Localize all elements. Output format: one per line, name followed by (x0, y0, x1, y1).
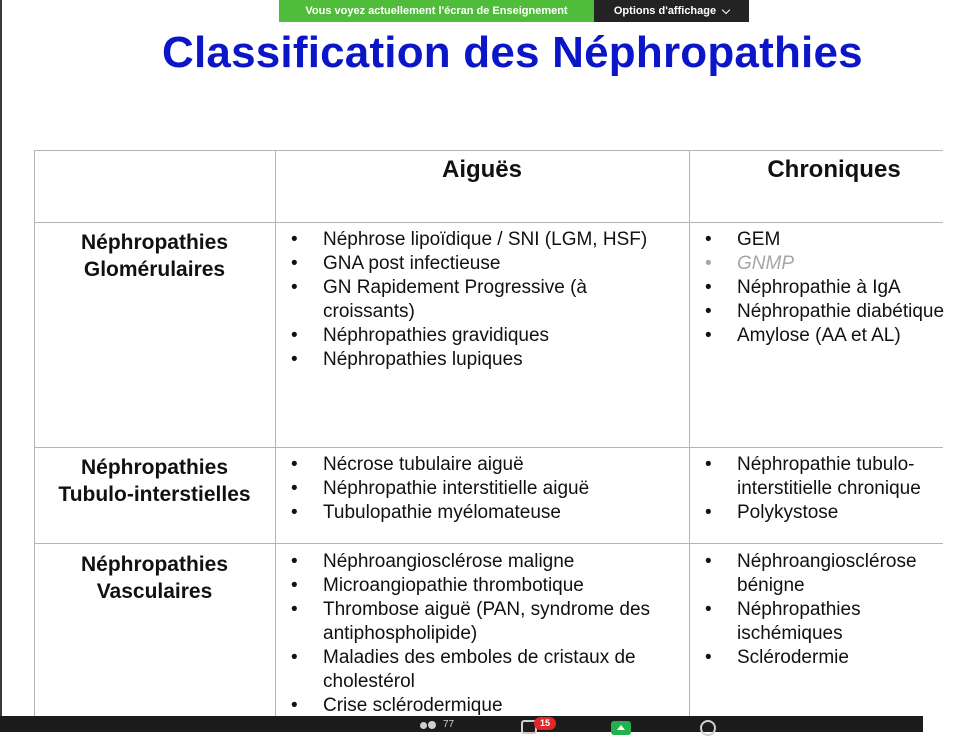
list-item: • Néphrose lipoïdique / SNI (LGM, HSF) (275, 228, 647, 252)
list-item: • Néphropathies (689, 598, 917, 622)
list-item: • Néphropathie tubulo- (689, 453, 921, 477)
view-options-button[interactable] (594, 0, 749, 22)
row-header-glomerular (34, 229, 275, 283)
column-header-acute: Aiguës (441, 156, 522, 183)
list-item: • Néphropathie interstitielle aiguë (275, 477, 589, 501)
table-border-top (34, 150, 943, 151)
list-item: • Néphroangiosclérose maligne (275, 550, 650, 574)
acute-list-glomerular (275, 228, 647, 372)
list-item: • Polykystose (689, 501, 921, 525)
list-item-text: antiphospholipide) (323, 623, 478, 644)
participants-count: 77 (443, 719, 455, 730)
list-item: • GEM (689, 228, 944, 252)
list-item: • Amylose (AA et AL) (689, 324, 944, 348)
classification-table (34, 150, 945, 716)
list-item: • Néphropathie diabétique (689, 300, 944, 324)
screen-share-banner (279, 0, 749, 22)
list-item: • Maladies des emboles de cristaux de (275, 646, 650, 670)
list-item-continuation (275, 622, 650, 646)
list-item: • GN Rapidement Progressive (à (275, 276, 647, 300)
list-item: • Tubulopathie myélomateuse (275, 501, 589, 525)
window-left-edge (0, 0, 2, 716)
list-item: • Néphroangiosclérose (689, 550, 917, 574)
chat-unread-badge: 15 (534, 717, 556, 730)
list-item-continuation (689, 574, 917, 598)
row-header-line: Vasculaires (96, 580, 213, 603)
row-header-vascular (34, 551, 275, 605)
list-item-continuation (275, 670, 650, 694)
row-header-line: Tubulo-interstielles (58, 483, 251, 506)
view-options-label: Options d'affichage (613, 5, 717, 17)
list-item: • Sclérodermie (689, 646, 917, 670)
chronic-list-vascular (689, 550, 917, 670)
record-icon[interactable] (700, 720, 716, 736)
table-divider-row2 (34, 447, 943, 448)
slide-title: Classification des Néphropathies (162, 28, 863, 77)
list-item: • Néphropathies gravidiques (275, 324, 647, 348)
participants-icon[interactable] (418, 720, 438, 734)
list-item-continuation (689, 622, 917, 646)
list-item: • Microangiopathie thrombotique (275, 574, 650, 598)
row-header-line: Néphropathies (80, 231, 229, 254)
list-item-continuation (689, 477, 921, 501)
share-screen-icon[interactable] (611, 721, 631, 735)
list-item-continuation (275, 300, 647, 324)
row-header-line: Néphropathies (80, 553, 229, 576)
acute-list-tubulo-interstitial (275, 453, 589, 525)
column-header-chronic: Chroniques (767, 156, 901, 183)
row-header-line: Glomérulaires (83, 258, 226, 281)
list-item: • GNA post infectieuse (275, 252, 647, 276)
table-divider-row3 (34, 543, 943, 544)
list-item: • Néphropathies lupiques (275, 348, 647, 372)
list-item: • Nécrose tubulaire aiguë (275, 453, 589, 477)
meeting-toolbar (0, 716, 923, 732)
list-item-text: bénigne (737, 575, 805, 596)
list-item: • Crise sclérodermique (275, 694, 650, 718)
chronic-list-glomerular (689, 228, 944, 348)
row-header-tubulo-interstitial (34, 454, 275, 508)
list-item: • Thrombose aiguë (PAN, syndrome des (275, 598, 650, 622)
list-item: • Néphropathie à IgA (689, 276, 944, 300)
list-item-text: ischémiques (737, 623, 843, 644)
share-status-text: Vous voyez actuellement l'écran de Enseignement (279, 0, 594, 22)
chronic-list-tubulo-interstitial (689, 453, 921, 525)
table-divider-row1 (34, 222, 943, 223)
chevron-down-icon (722, 5, 730, 13)
list-item-text: interstitielle chronique (737, 478, 921, 499)
acute-list-vascular (275, 550, 650, 718)
list-item: • GNMP (689, 252, 944, 276)
list-item-text: croissants) (323, 301, 415, 322)
list-item-text: cholestérol (323, 671, 415, 692)
row-header-line: Néphropathies (80, 456, 229, 479)
